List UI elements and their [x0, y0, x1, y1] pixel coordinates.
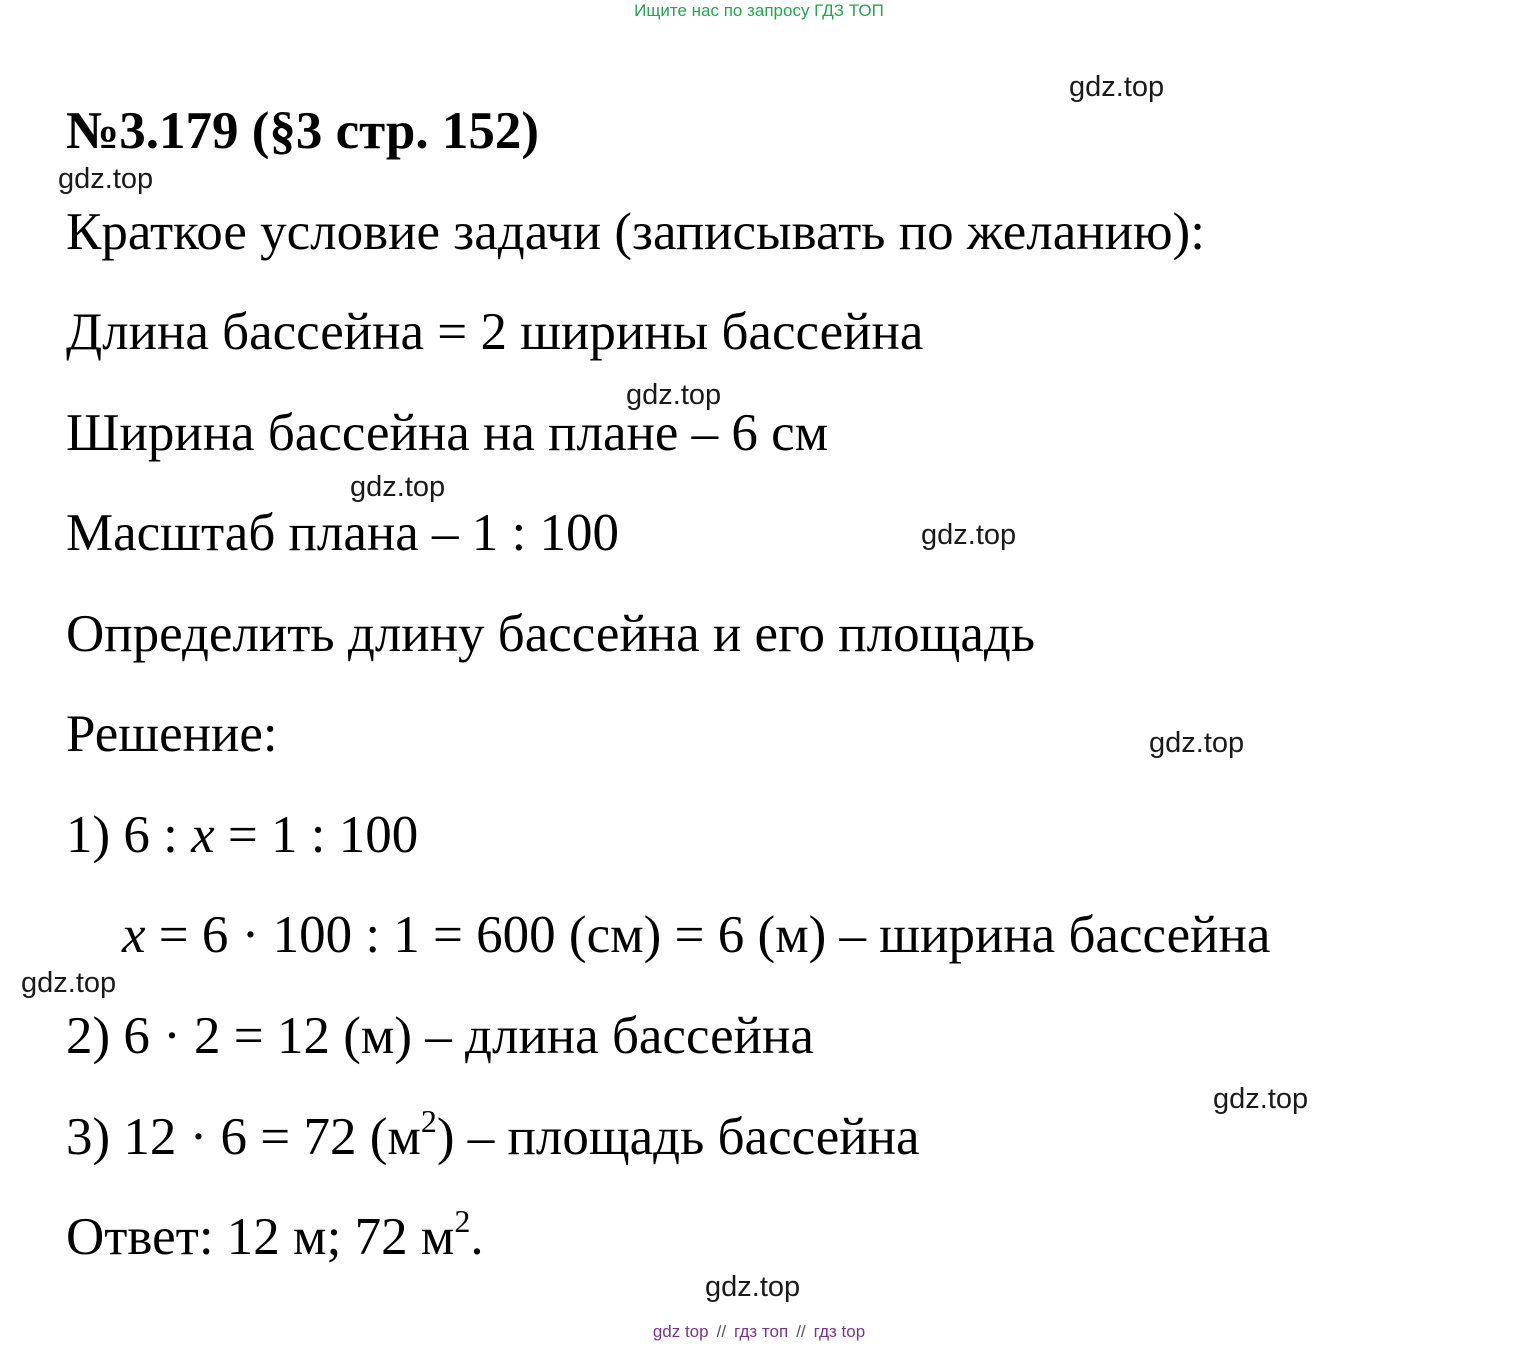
step-1-result — [122, 904, 1270, 966]
footer-separator: // — [716, 1322, 727, 1341]
variable-x: x — [122, 906, 146, 964]
top-banner: Ищите нас по запросу ГДЗ ТОП — [634, 1, 884, 20]
watermark: gdz.top — [21, 967, 117, 999]
variable-x: x — [191, 806, 215, 864]
step-1 — [66, 804, 418, 866]
answer-text-a: Ответ: 12 м; 72 м — [66, 1208, 455, 1266]
step-1-result-text: = 6 · 100 : 1 = 600 (см) = 6 (м) – ширина бассейна — [145, 906, 1271, 964]
watermark: gdz.top — [1149, 727, 1245, 759]
step-2: 2) 6 · 2 = 12 (м) – длина бассейна — [66, 1007, 814, 1065]
condition-line-3: Масштаб плана – 1 : 100 — [66, 504, 619, 562]
step-3 — [66, 1103, 920, 1168]
footer-link-gdz-top-ru[interactable]: гдз топ — [734, 1322, 789, 1341]
watermark: gdz.top — [1069, 71, 1165, 103]
answer-superscript: 2 — [454, 1203, 471, 1239]
step-1-prefix: 1) 6 : — [66, 806, 192, 864]
footer-link-gdz-top[interactable]: gdz top — [652, 1322, 709, 1341]
footer-link-gdz-top-mixed[interactable]: гдз top — [813, 1322, 866, 1341]
answer-text-b: . — [470, 1208, 484, 1266]
watermark: gdz.top — [1213, 1083, 1309, 1115]
watermark: gdz.top — [350, 471, 446, 503]
watermark: gdz.top — [626, 379, 722, 411]
condition-line-4: Определить длину бассейна и его площадь — [66, 605, 1036, 663]
watermark: gdz.top — [705, 1271, 801, 1303]
step-3-superscript: 2 — [420, 1103, 437, 1139]
problem-title: №3.179 (§3 стр. 152) — [66, 102, 539, 160]
answer — [66, 1203, 484, 1268]
step-3-text-a: 3) 12 · 6 = 72 (м — [66, 1108, 421, 1166]
step-3-text-b: ) – площадь бассейна — [436, 1108, 920, 1166]
footer-separator: // — [796, 1322, 806, 1341]
condition-line-2: Ширина бассейна на плане – 6 см — [66, 404, 829, 462]
solution-label: Решение: — [66, 705, 278, 763]
watermark: gdz.top — [58, 163, 154, 195]
condition-line-1: Длина бассейна = 2 ширины бассейна — [66, 303, 924, 361]
condition-header: Краткое условие задачи (записывать по желанию): — [66, 203, 1205, 261]
step-1-rest: = 1 : 100 — [214, 806, 419, 864]
footer-links — [0, 1322, 1518, 1342]
watermark: gdz.top — [921, 519, 1017, 551]
